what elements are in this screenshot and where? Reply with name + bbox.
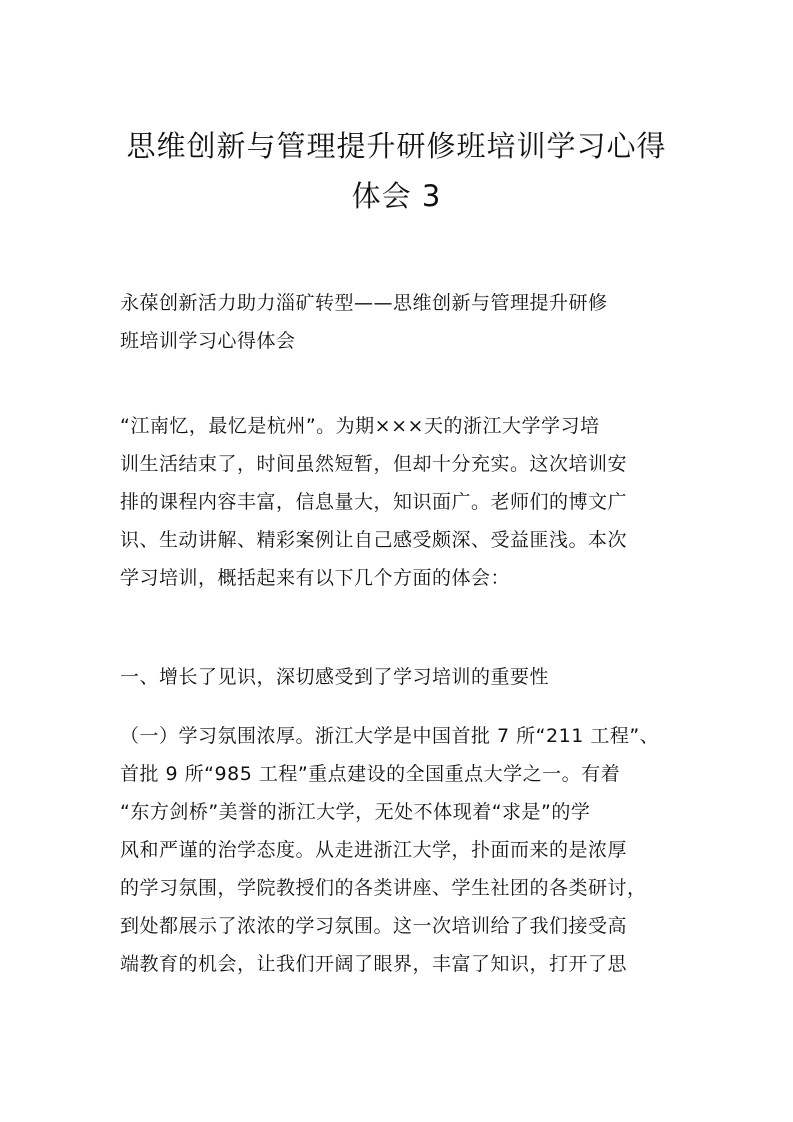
- document-title-line-2: 体会 3: [351, 179, 442, 213]
- section-heading-text: 一、增长了见识，深切感受到了学习培训的重要性: [120, 666, 550, 688]
- intro-paragraph: [120, 407, 680, 597]
- subtitle-line: 永葆创新活力助力淄矿转型——思维创新与管理提升研修: [120, 292, 608, 314]
- intro-line: 学习培训，概括起来有以下几个方面的体会：: [120, 567, 511, 589]
- document-title-line-1: 思维创新与管理提升研修班培训学习心得: [126, 129, 667, 163]
- intro-line: 识、生动讲解、精彩案例让自己感受颇深、受益匪浅。本次: [120, 529, 628, 551]
- section-1-paragraph: [120, 717, 680, 983]
- section-1-line: 的学习氛围，学院教授们的各类讲座、学生社团的各类研讨，: [120, 877, 647, 899]
- section-1-line: 到处都展示了浓浓的学习氛围。这一次培训给了我们接受高: [120, 915, 628, 937]
- section-heading-1: [120, 658, 680, 696]
- intro-line: 训生活结束了，时间虽然短暂，但却十分充实。这次培训安: [120, 453, 628, 475]
- section-1-line: （一）学习氛围浓厚。浙江大学是中国首批 7 所“211 工程”、: [120, 725, 660, 747]
- intro-line: “江南忆，最忆是杭州”。为期×××天的浙江大学学习培: [120, 415, 600, 437]
- intro-line: 排的课程内容丰富，信息量大，知识面广。老师们的博文广: [120, 491, 628, 513]
- section-1-line: 首批 9 所“985 工程”重点建设的全国重点大学之一。有着: [120, 763, 621, 785]
- section-1-line: 风和严谨的治学态度。从走进浙江大学，扑面而来的是浓厚: [120, 839, 628, 861]
- section-1-line: 端教育的机会，让我们开阔了眼界，丰富了知识，打开了思: [120, 953, 628, 975]
- subtitle-line: 班培训学习心得体会: [120, 330, 296, 352]
- section-1-line: “东方剑桥”美誉的浙江大学，无处不体现着“求是”的学: [120, 801, 591, 823]
- subtitle-paragraph: [120, 284, 680, 360]
